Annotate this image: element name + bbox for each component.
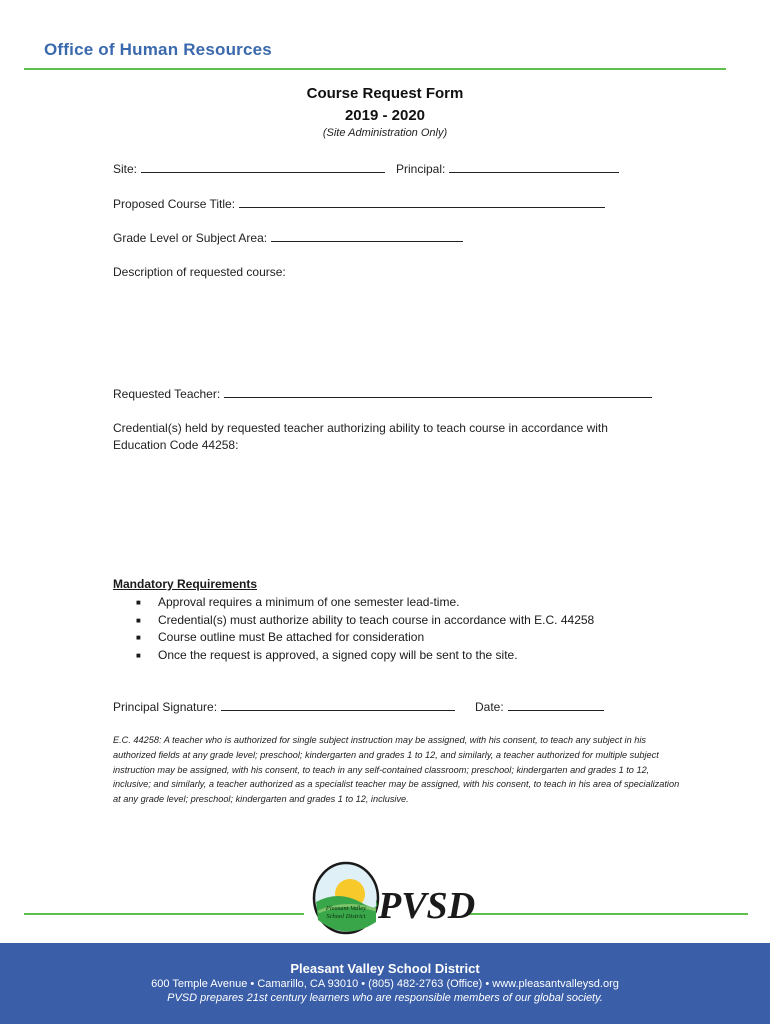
footer-divider-right <box>466 913 748 915</box>
grade-field[interactable] <box>113 230 463 245</box>
course-title-label: Proposed Course Title: <box>113 197 236 211</box>
course-title-field[interactable] <box>113 196 605 211</box>
signature-input-line[interactable] <box>221 699 455 711</box>
requirements-list <box>136 594 594 664</box>
requirement-item: ■ Credential(s) must authorize ability to teach course in accordance with E.C. 44258 <box>136 612 594 630</box>
requirement-item: ■ Course outline must Be attached for consideration <box>136 629 594 647</box>
teacher-input-line[interactable] <box>224 386 652 398</box>
site-input-line[interactable] <box>141 161 385 173</box>
date-input-line[interactable] <box>508 699 604 711</box>
requirements-heading: Mandatory Requirements <box>113 577 258 591</box>
ec-44258-note: E.C. 44258: A teacher who is authorized for single subject instruction may be assigned, with his consent, to teach any subject in his authorized fields at any grade level; preschool; kindergarten and grades 1 to 12, and similarly, a teacher authorized for multiple subject instruction may be assigned, with his consent, to teach in any self-contained classroom; preschool; kindergarten and grades 1 to 12, inclusive; and similarly, a teacher authorized as a specialist teacher may be assigned, with his consent, to teach in his area of specialization at any grade level; preschool; kindergarten and grades 1 to 12, inclusive. <box>113 735 680 805</box>
principal-label: Principal: <box>396 162 446 176</box>
requirement-item: ■ Once the request is approved, a signed copy will be sent to the site. <box>136 647 594 665</box>
logo-emblem-text-2: School District <box>326 913 366 920</box>
footer-bar <box>0 943 770 1024</box>
teacher-label: Requested Teacher: <box>113 387 221 401</box>
credential-text-2: Education Code 44258: <box>113 438 239 452</box>
form-title: Course Request Form <box>306 85 464 102</box>
form-year: 2019 - 2020 <box>344 107 426 124</box>
footer-tagline: PVSD prepares 21st century learners who are responsible members of our global society. <box>167 992 603 1004</box>
site-field[interactable] <box>113 161 385 176</box>
footer-address: 600 Temple Avenue • Camarillo, CA 93010 • (805) 482-2763 (Office) • www.pleasantvalleysd.org <box>151 978 619 990</box>
footer-district-name: Pleasant Valley School District <box>290 961 480 976</box>
form-subtitle: (Site Administration Only) <box>322 127 448 139</box>
credential-text-1: Credential(s) held by requested teacher authorizing ability to teach course in accordance with <box>113 421 608 435</box>
grade-label: Grade Level or Subject Area: <box>113 231 268 245</box>
footer-divider-left <box>24 913 304 915</box>
requirement-item: ■ Approval requires a minimum of one semester lead-time. <box>136 594 594 612</box>
date-label: Date: <box>475 700 504 714</box>
pvsd-logo <box>308 858 476 938</box>
principal-field[interactable] <box>396 161 619 176</box>
header-divider <box>24 68 726 70</box>
principal-input-line[interactable] <box>449 161 619 173</box>
signature-field[interactable] <box>113 699 455 714</box>
description-label: Description of requested course: <box>113 265 286 279</box>
site-label: Site: <box>113 162 138 176</box>
office-title: Office of Human Resources <box>44 40 272 59</box>
grade-input-line[interactable] <box>271 230 463 242</box>
logo-wordmark: PVSD <box>378 885 476 927</box>
logo-emblem-text-1: Pleasant Valley <box>325 905 367 912</box>
teacher-field[interactable] <box>113 386 652 401</box>
course-title-input-line[interactable] <box>239 196 605 208</box>
date-field[interactable] <box>475 699 604 714</box>
signature-label: Principal Signature: <box>113 700 218 714</box>
